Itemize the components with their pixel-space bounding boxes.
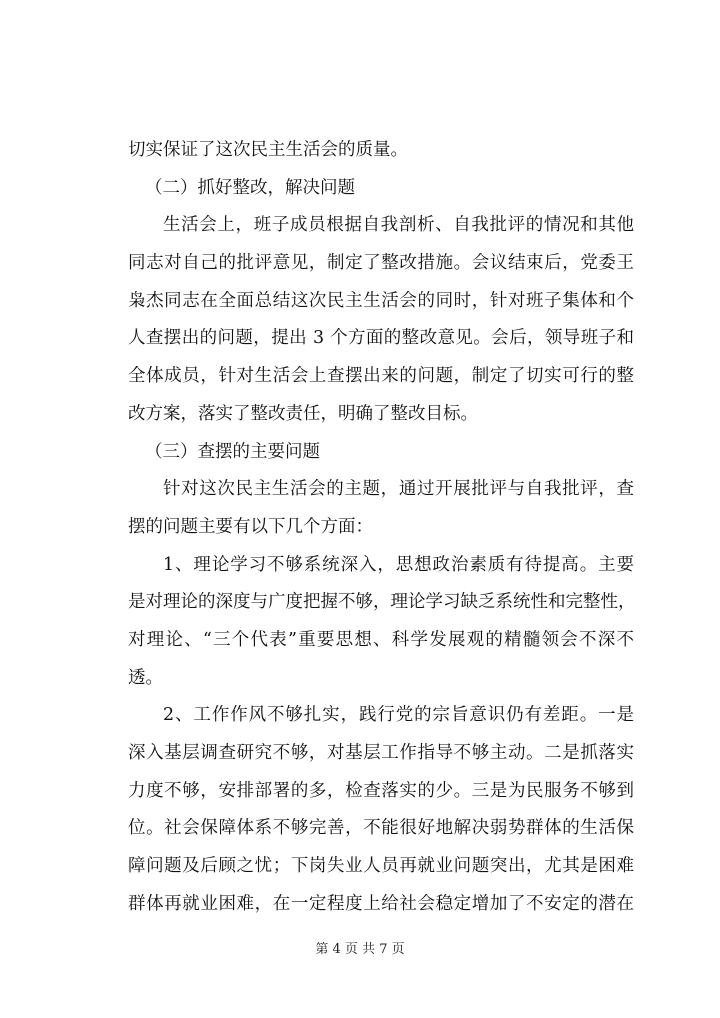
- text-line: 全体成员，针对生活会上查摆出来的问题，制定了切实可行的整: [128, 366, 634, 387]
- section-heading-3: （三）查摆的主要问题: [145, 441, 320, 462]
- text-line: 2、工作作风不够扎实，践行党的宗旨意识仍有差距。一是: [163, 705, 634, 726]
- text-line: 针对这次民主生活会的主题，通过开展批评与自我批评，查: [163, 479, 634, 500]
- text-line: 对理论、“三个代表”重要思想、科学发展观的精髓领会不深不: [128, 629, 634, 650]
- text-line: 群体再就业困难，在一定程度上给社会稳定增加了不安定的潜在: [128, 893, 634, 914]
- text-line: 人查摆出的问题，提出 3 个方面的整改意见。会后，领导班子和: [128, 328, 634, 349]
- text-line: 1、理论学习不够系统深入，思想政治素质有待提高。主要: [163, 554, 634, 575]
- text-line: 摆的问题主要有以下几个方面：: [128, 516, 373, 537]
- document-body: [128, 132, 634, 923]
- text-line: 枭杰同志在全面总结这次民主生活会的同时，针对班子集体和个: [128, 290, 634, 311]
- text-line: 力度不够，安排部署的多，检查落实的少。三是为民服务不够到: [128, 780, 634, 801]
- text-line: 同志对自己的批评意见，制定了整改措施。会议结束后，党委王: [128, 253, 634, 274]
- text-line: 生活会上，班子成员根据自我剖析、自我批评的情况和其他: [163, 215, 634, 236]
- page-number-footer: 第 4 页 共 7 页: [315, 942, 405, 957]
- section-heading-2: （二）抓好整改，解决问题: [145, 177, 355, 198]
- text-line: 是对理论的深度与广度把握不够，理论学习缺乏系统性和完整性，: [128, 592, 636, 613]
- text-line: 透。: [128, 667, 163, 688]
- text-line: 改方案，落实了整改责任，明确了整改目标。: [128, 403, 478, 424]
- text-line: 切实保证了这次民主生活会的质量。: [128, 140, 408, 160]
- text-line: 位。社会保障体系不够完善，不能很好地解决弱势群体的生活保: [128, 818, 634, 839]
- text-line: 深入基层调查研究不够，对基层工作指导不够主动。二是抓落实: [128, 743, 634, 763]
- text-line: 障问题及后顾之忧；下岗失业人员再就业问题突出，尤其是困难: [128, 856, 634, 877]
